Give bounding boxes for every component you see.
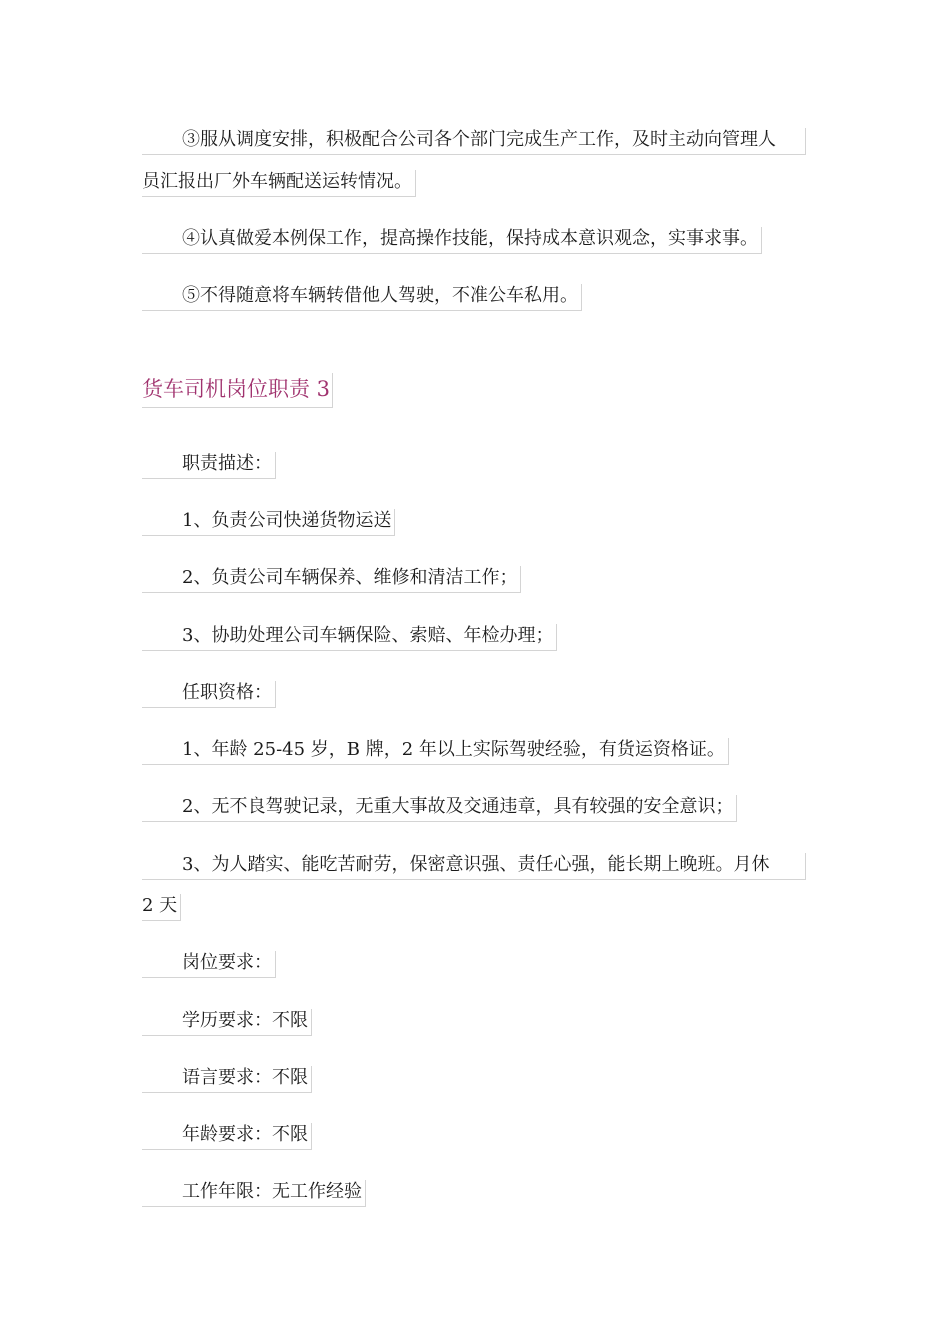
- job-description-item-1: [142, 509, 395, 536]
- requirement-age: [142, 1123, 312, 1150]
- paragraph-text: ④认真做爱本例保工作，提高操作技能，保持成本意识观念，实事求事。: [182, 228, 758, 249]
- job-description-label: [142, 452, 276, 479]
- paragraph-text: ⑤不得随意将车辆转借他人驾驶，不准公车私用。: [182, 285, 578, 306]
- qualifications-item-1: [142, 738, 729, 765]
- paragraph-duty-4: [142, 227, 762, 254]
- label-text: 任职资格：: [182, 682, 272, 703]
- requirement-text: 语言要求：不限: [182, 1067, 308, 1088]
- requirements-label: [142, 951, 276, 978]
- label-text: 岗位要求：: [182, 952, 272, 973]
- list-item-text: 2 天: [142, 895, 178, 916]
- section-heading: 货车司机岗位职责 3: [142, 373, 333, 408]
- job-description-item-2: [142, 566, 521, 593]
- qualifications-item-3-line-1: [142, 853, 806, 880]
- paragraph-text: ③服从调度安排，积极配合公司各个部门完成生产工作，及时主动向管理人: [182, 129, 776, 150]
- qualifications-item-2: [142, 795, 737, 822]
- requirement-text: 工作年限：无工作经验: [182, 1181, 362, 1202]
- paragraph-duty-5: [142, 284, 582, 311]
- requirement-language: [142, 1066, 312, 1093]
- list-item-text: 3、协助处理公司车辆保险、索赔、年检办理；: [182, 625, 554, 646]
- requirement-experience: [142, 1180, 366, 1207]
- requirement-text: 学历要求：不限: [182, 1010, 308, 1031]
- paragraph-text: 员汇报出厂外车辆配送运转情况。: [142, 171, 412, 192]
- label-text: 职责描述：: [182, 453, 272, 474]
- list-item-text: 3、为人踏实、能吃苦耐劳，保密意识强、责任心强，能长期上晚班。月休: [182, 854, 770, 875]
- qualifications-item-3-line-2: [142, 894, 181, 921]
- list-item-text: 2、负责公司车辆保养、维修和清洁工作；: [182, 567, 518, 588]
- qualifications-label: [142, 681, 276, 708]
- list-item-text: 1、负责公司快递货物运送: [182, 510, 392, 531]
- job-description-item-3: [142, 624, 557, 651]
- requirement-education: [142, 1009, 312, 1036]
- list-item-text: 1、年龄 25-45 岁，B 牌，2 年以上实际驾驶经验，有货运资格证。: [182, 739, 725, 760]
- paragraph-duty-3-line-1: [142, 128, 806, 155]
- paragraph-duty-3-line-2: [142, 170, 416, 197]
- requirement-text: 年龄要求：不限: [182, 1124, 308, 1145]
- list-item-text: 2、无不良驾驶记录，无重大事故及交通违章，具有较强的安全意识；: [182, 796, 734, 817]
